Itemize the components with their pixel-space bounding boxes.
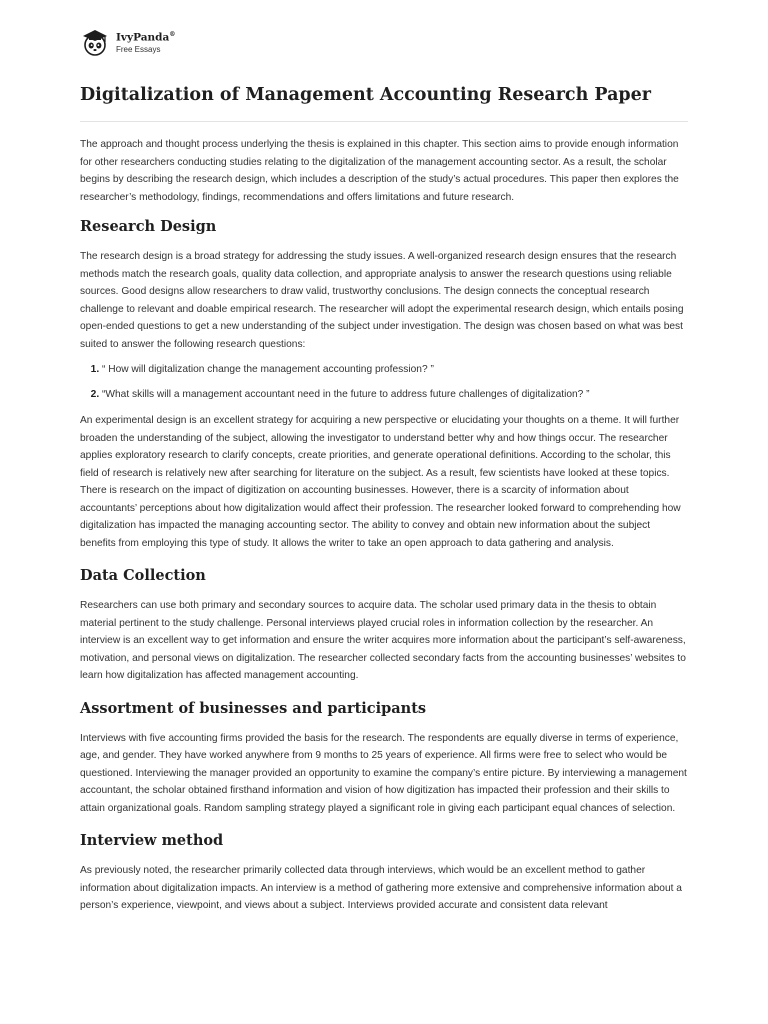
research-questions-list [80,361,688,403]
list-item: 2. “What skills will a management accountant need in the future to address future challenges of digitalization? ” [102,386,688,404]
list-item: 1. “ How will digitalization change the management accounting profession? ” [102,361,688,379]
research-design-paragraph: The research design is a broad strategy for addressing the study issues. A well-organized research design ensures that the research methods match the research goals, quality data collection, and appropriate analysis to answer the research questions using reliable sources. Good designs allow researchers to draw valid, trustworthy conclusions. The design connects the conceptual research challenge to relevant and doable empirical research. The researcher will adopt the experimental research design, which entails posing open-ended questions to get a new understanding of the subject under investigation. The design was chosen based on what was best suited to answer the following research questions: [80,251,684,350]
page-title: Digitalization of Management Accounting Research Paper [80,85,652,105]
section-heading-research-design: Research Design [80,218,217,235]
site-header[interactable] [80,27,175,57]
section-heading-interview-method: Interview method [80,832,224,849]
section-heading-assortment: Assortment of businesses and participants [80,699,427,717]
section-heading-data-collection: Data Collection [80,567,206,584]
assortment-paragraph: Interviews with five accounting firms provided the basis for the research. The respondents are equally diverse in terms of experience, age, and gender. They have worked anywhere from 9 months to 25 years of experience. All firms were free to select who would be questioned. Interviewing the manager provided an opportunity to examine the company’s entire picture. By interviewing a management accountant, the scholar obtained firsthand information and vision of how digitization has impacted their profession and their skills to attain organizational goals. Random sampling strategy played a significant role in giving each participant equal chances of selection. [80,732,687,814]
title-divider [80,121,688,122]
brand-name: IvyPanda® [116,31,176,44]
experimental-design-paragraph: An experimental design is an excellent strategy for acquiring a new perspective or elucidating your thoughts on a theme. It will further broaden the understanding of the subject, allowing the investigator to understand better why and how things occur. The researcher applies exploratory research to clarify concepts, create priorities, and generate operational definitions. According to the scholar, this field of research is relatively new after searching for literature on the subject. As a result, few scientists have looked at these topics. There is research on the impact of digitization on accounting businesses. However, there is a scarcity of information about accountants’ perceptions about how digitalization would affect their profession. The researcher looked forward to comprehending how digitalization has impacted the managing accounting sector. The ability to convey and obtain new information about the subject benefits from employing this type of study. It allows the writer to take an open approach to data gathering and analysis. [80,415,681,549]
graduation-cap-panda-icon [80,27,110,57]
intro-paragraph: The approach and thought process underlying the thesis is explained in this chapter. This section aims to provide enough information for other researchers conducting studies relating to the digitalization of the management accounting sector. As a result, the scholar begins by describing the research design, which includes a description of the study’s actual procedures. This paper then explores the researcher’s methodology, findings, recommendations and offers limitations and future research. [80,139,679,203]
registered-mark: ® [169,31,176,39]
brand [116,29,175,55]
brand-tagline: Free Essays [116,44,161,54]
data-collection-paragraph: Researchers can use both primary and secondary sources to acquire data. The scholar used primary data in the thesis to obtain material pertinent to the study challenge. Personal interviews played crucial roles in information collection by the researcher. An interview is an excellent way to get information and ensure the writer acquires more information about the participant’s self-awareness, motivation, and personal views on digitalization. The researcher collected secondary facts from the accounting businesses’ websites to learn how digitalization has affected management accounting. [80,600,686,681]
interview-method-paragraph: As previously noted, the researcher primarily collected data through interviews, which would be an excellent method to gather information about digitalization impacts. An interview is a method of gathering more extensive and comprehensive information about a person’s experience, viewpoint, and views about a subject. Interviews provided accurate and consistent data relevant [80,865,682,911]
article-body [80,136,688,915]
